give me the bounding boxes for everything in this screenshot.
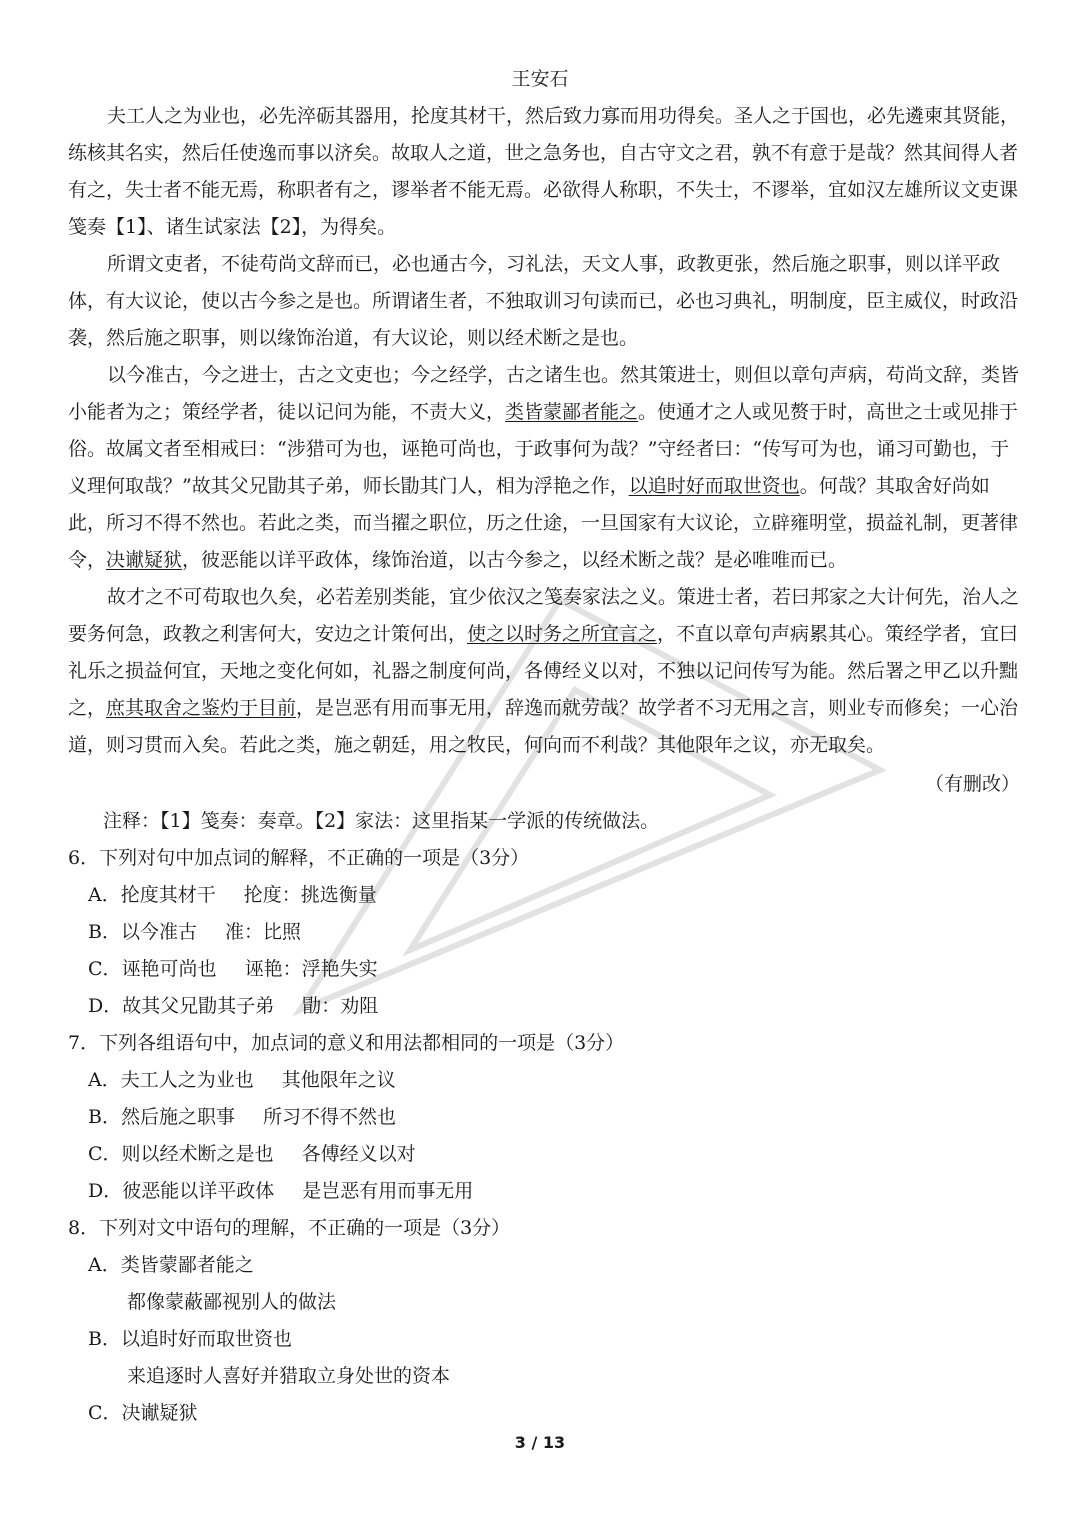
underlined-sentence: 庶其取舍之鉴灼于目前 xyxy=(106,697,297,719)
option-gloss: 是岂恶有用而事无用 xyxy=(302,1180,474,1202)
option-sentence: 抡度其材干 xyxy=(120,884,216,906)
passage-line: 以今准古，今之进士，古之文吏也；今之经学，古之诸生也。然其策进士，则但以章句声病，苟尚文辞，类皆 xyxy=(107,364,1020,386)
option-gloss: 抡度：挑选衡量 xyxy=(243,884,377,906)
passage-line: 此，所习不得不然也。若此之类，而当擢之职位，历之仕途，一旦国家有大议论，立辟雍明堂，损益礼制，更著律 xyxy=(68,512,1019,534)
passage-text: ，是岂恶有用而事无用，辞逸而就劳哉？故学者不习无用之言，则业专而修矣；一心治 xyxy=(296,697,1019,719)
option-d xyxy=(88,994,1043,1018)
option-gloss: 勖：劝阻 xyxy=(302,995,379,1017)
option-sentence: 以追时好而取世资也 xyxy=(120,1328,292,1350)
passage-text: 义理何取哉？”故其父兄勖其子弟，师长勖其门人，相为浮艳之作， xyxy=(68,475,629,497)
passage-line: 道，则习贯而入矣。若此之类，施之朝廷，用之牧民，何向而不利哉？其他限年之议，亦无取矣。 xyxy=(68,734,886,756)
option-gloss: 准：比照 xyxy=(224,921,301,943)
option-gloss: 各傅经义以对 xyxy=(301,1143,416,1165)
option-sentence: 决谳疑狱 xyxy=(121,1402,198,1424)
option-sentence: 故其父兄勖其子弟 xyxy=(122,995,275,1017)
author-name: 王安石 xyxy=(511,68,569,90)
passage-text: ，彼恶能以详平政体，缘饰治道，以古今参之，以经术断之哉？是必唯唯而已。 xyxy=(182,549,848,571)
passage-text: 。使通才之人或见赘于时，高世之士或见排于 xyxy=(638,401,1019,423)
option-label: A． xyxy=(88,1069,121,1091)
option-label: D． xyxy=(88,1180,123,1202)
question-8-stem: 8．下列对文中语句的理解，不正确的一项是（3分） xyxy=(68,1217,511,1239)
option-sentence: 夫工人之为业也 xyxy=(120,1069,254,1091)
page-number: 3 / 13 xyxy=(514,1433,566,1452)
option-gloss: 其他限年之议 xyxy=(281,1069,396,1091)
option-b xyxy=(88,1105,1043,1129)
option-label: C． xyxy=(88,1402,122,1424)
passage-line xyxy=(68,696,1023,720)
underlined-sentence: 类皆蒙鄙者能之 xyxy=(505,401,639,423)
option-label: B． xyxy=(88,1106,121,1128)
passage-text: 。何哉？其取舍好尚如 xyxy=(799,475,990,497)
option-sentence: 彼恶能以详平政体 xyxy=(122,1180,275,1202)
option-c xyxy=(88,957,1043,981)
option-label: C． xyxy=(88,1143,122,1165)
option-label: C． xyxy=(88,958,122,980)
option-label: B． xyxy=(88,921,121,943)
option-a xyxy=(88,1068,1043,1092)
passage-text: 令， xyxy=(68,549,107,571)
option-sentence: 则以经术断之是也 xyxy=(121,1143,274,1165)
passage-line: 夫工人之为业也，必先淬砺其器用，抡度其材干，然后致力寡而用功得矣。圣人之于国也，必先遴柬其贤能， xyxy=(107,105,1020,127)
passage-line: 有之，失士者不能无焉，称职者有之，谬举者不能无焉。必欲得人称职，不失士，不谬举，宜如汉左雄所议文吏课 xyxy=(68,179,1019,201)
passage-line xyxy=(68,400,1023,424)
option-explanation: 都像蒙蔽鄙视别人的做法 xyxy=(127,1291,337,1313)
passage-text: ，不直以章句声病累其心。策经学者，宜曰 xyxy=(657,623,1019,645)
underlined-sentence: 使之以时务之所宜言之 xyxy=(467,623,658,645)
option-b xyxy=(88,1327,1043,1351)
passage-line xyxy=(68,622,1023,646)
option-label: D． xyxy=(88,995,123,1017)
option-sentence: 类皆蒙鄙者能之 xyxy=(120,1254,254,1276)
passage-text: 要务何急，政教之利害何大，安边之计策何出， xyxy=(68,623,468,645)
passage-line: 所谓文吏者，不徒苟尚文辞而已，必也通古今，习礼法，天文人事，政教更张，然后施之职事，则以详平政 xyxy=(107,253,1001,275)
passage-line: 俗。故属文者至相戒曰：“涉猎可为也，诬艳可尚也，于政事何为哉？”守经者曰：“传写可为也，诵习可勤也，于 xyxy=(68,438,1010,460)
passage-line xyxy=(68,548,1023,572)
option-sentence: 然后施之职事 xyxy=(120,1106,235,1128)
passage-text: 之， xyxy=(68,697,107,719)
question-7-stem: 7．下列各组语句中，加点词的意义和用法都相同的一项是（3分） xyxy=(68,1032,625,1054)
option-c xyxy=(88,1401,1043,1425)
option-label: A． xyxy=(88,884,121,906)
option-gloss: 所习不得不然也 xyxy=(262,1106,396,1128)
option-d xyxy=(88,1179,1043,1203)
option-explanation: 来追逐时人喜好并猎取立身处世的资本 xyxy=(127,1365,451,1387)
option-a xyxy=(88,1253,1043,1277)
option-c xyxy=(88,1142,1043,1166)
passage-line: 体，有大议论，使以古今参之是也。所谓诸生者，不独取训习句读而已，必也习典礼，明制度，臣主威仪，时政沿 xyxy=(68,290,1019,312)
passage-line xyxy=(68,474,1023,498)
passage-line: 袭，然后施之职事，则以缘饰治道，有大议论，则以经术断之是也。 xyxy=(68,327,639,349)
option-sentence: 诬艳可尚也 xyxy=(121,958,217,980)
option-gloss: 诬艳：浮艳失实 xyxy=(244,958,378,980)
option-sentence: 以今准古 xyxy=(120,921,197,943)
passage-line: 礼乐之损益何宜，天地之变化何如，礼器之制度何尚，各傅经义以对，不独以记问传写为能。然后署之甲乙以升黜 xyxy=(68,660,1019,682)
annotation: 注释：【1】笺奏：奏章。【2】家法：这里指某一学派的传统做法。 xyxy=(103,810,660,832)
passage-line: 练核其名实，然后任使逸而事以济矣。故取人之道，世之急务也，自古守文之君，孰不有意于是哉？然其间得人者 xyxy=(68,142,1019,164)
underlined-sentence: 决谳疑狱 xyxy=(106,549,183,571)
option-label: B． xyxy=(88,1328,121,1350)
option-label: A． xyxy=(88,1254,121,1276)
question-6-stem: 6．下列对句中加点词的解释，不正确的一项是（3分） xyxy=(68,847,530,869)
source-note: （有删改） xyxy=(924,773,1020,795)
passage-line: 故才之不可苟取也久矣，必若差别类能，宜少依汉之笺奏家法之义。策进士者，若曰邦家之大计何先，治人之 xyxy=(107,586,1020,608)
option-b xyxy=(88,920,1043,944)
passage-line: 笺奏【1】、诸生试家法【2】，为得矣。 xyxy=(68,216,397,238)
option-a xyxy=(88,883,1043,907)
underlined-sentence: 以追时好而取世资也 xyxy=(628,475,800,497)
passage-text: 小能者为之；策经学者，徒以记问为能，不责大义， xyxy=(68,401,506,423)
